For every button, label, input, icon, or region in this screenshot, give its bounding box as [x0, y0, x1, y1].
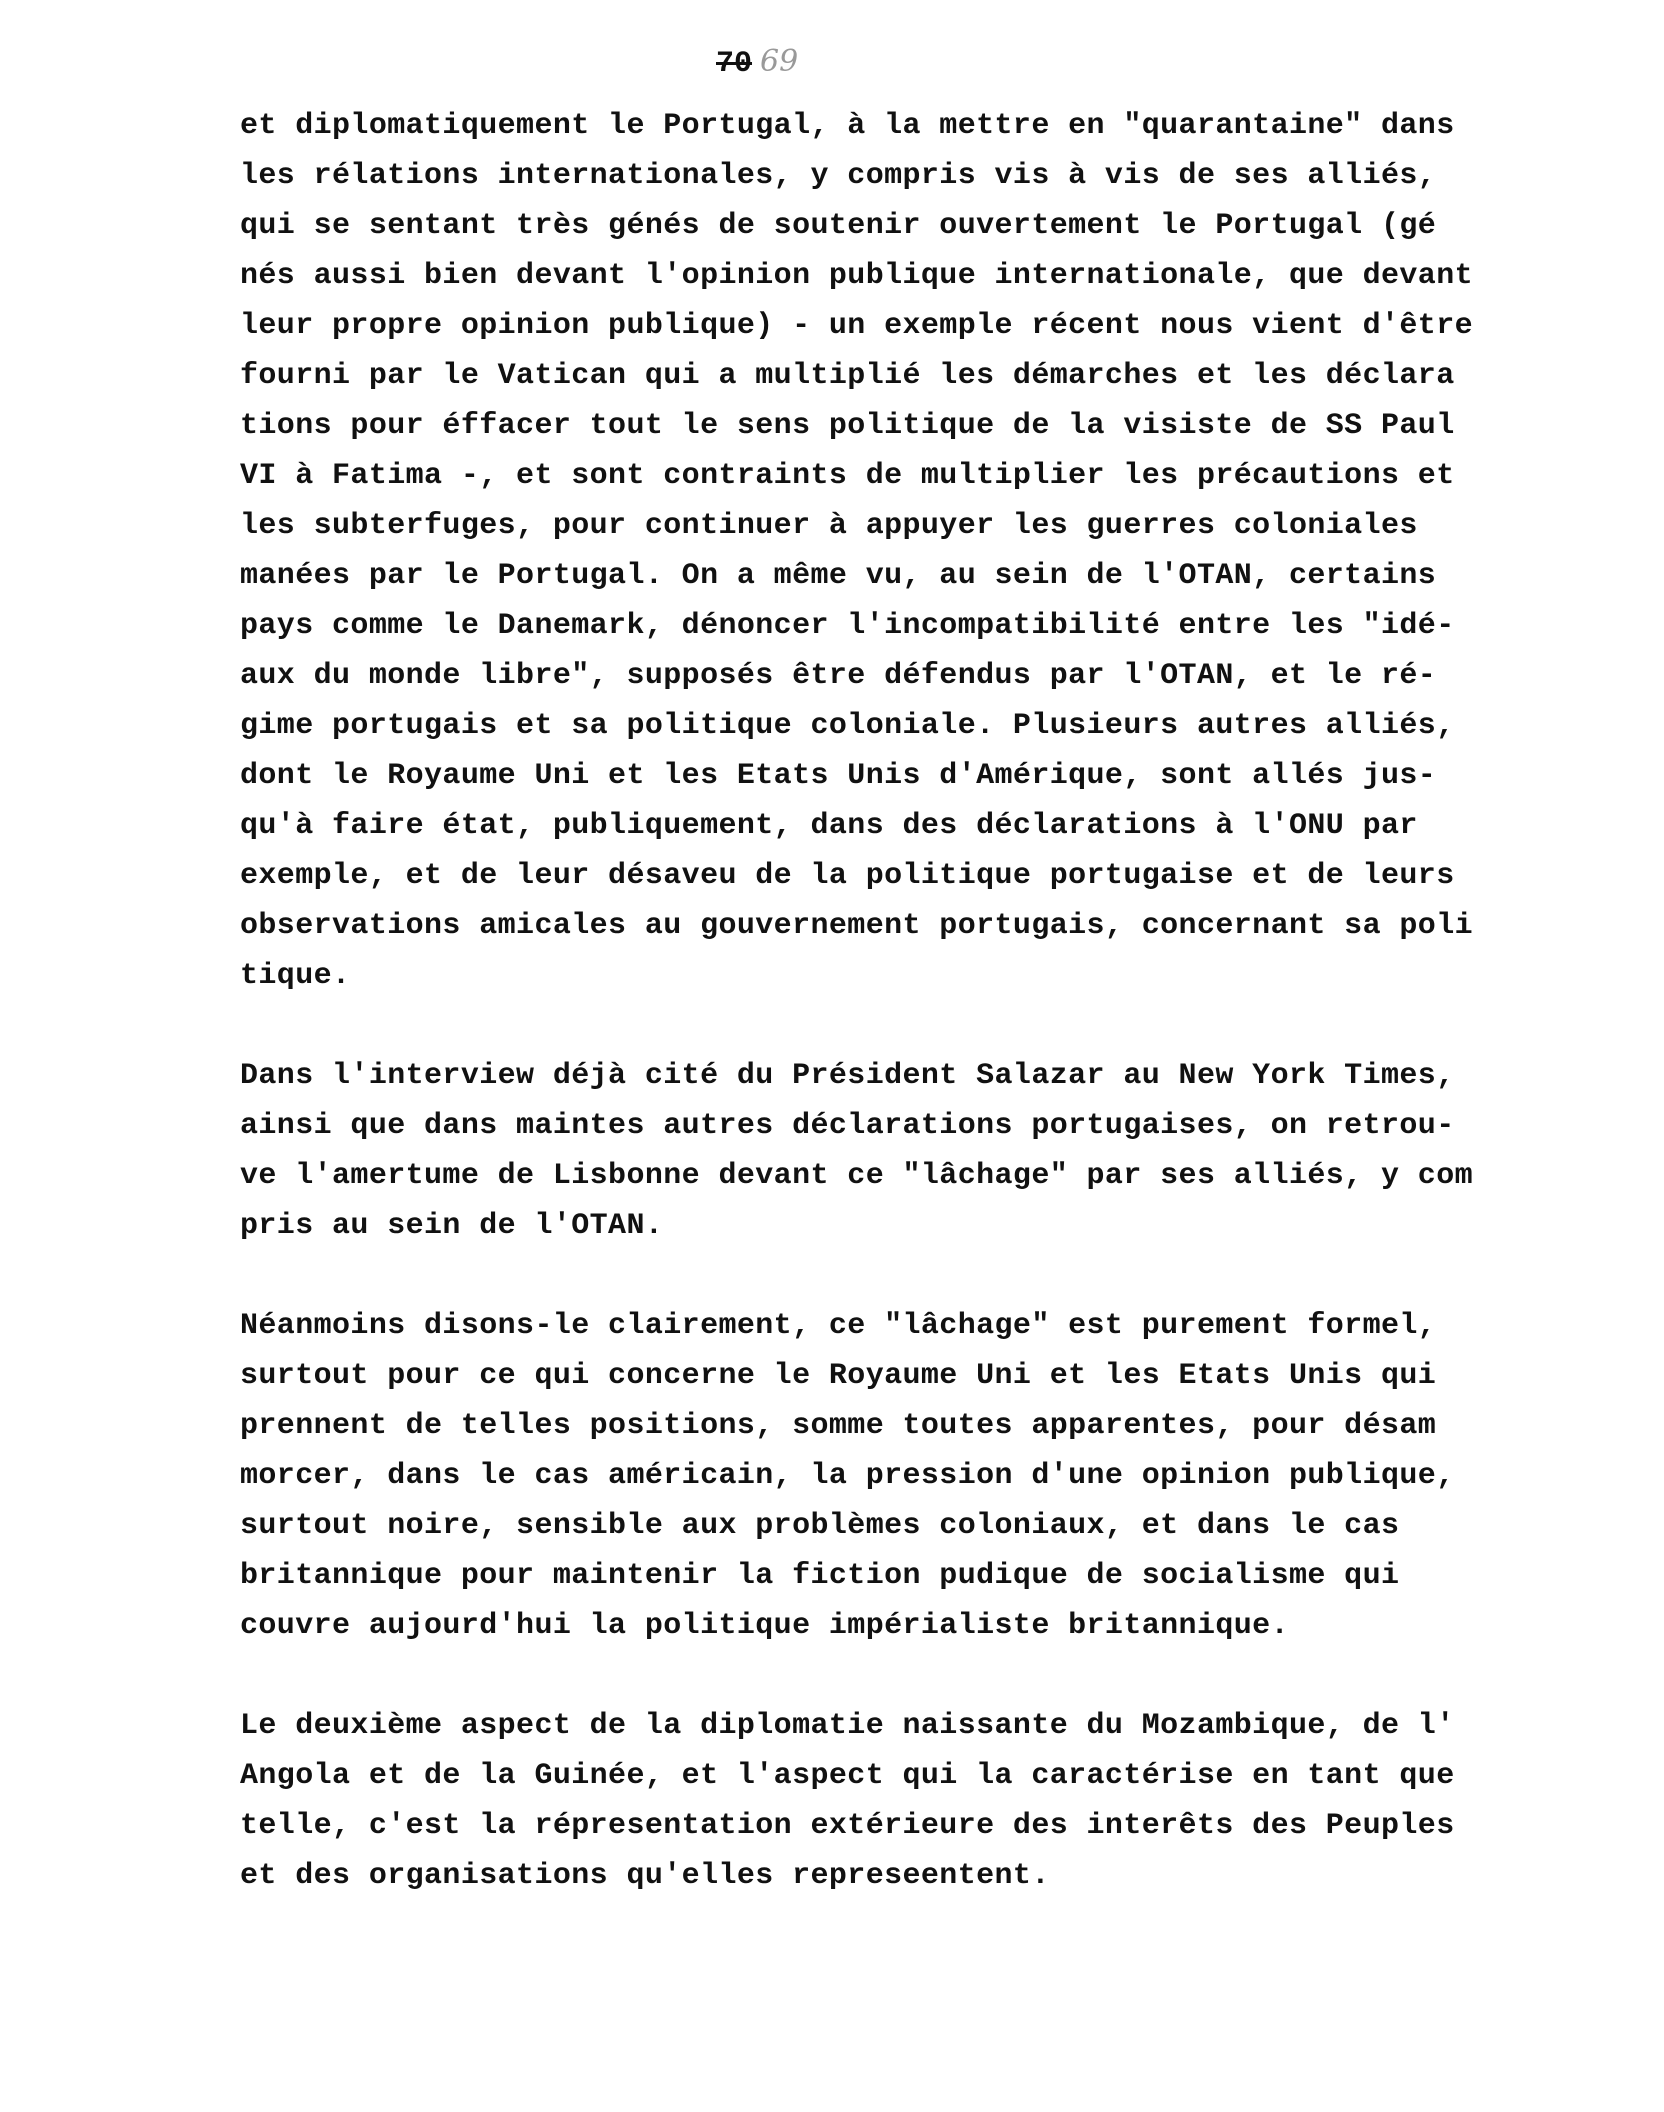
- text-line: fourni par le Vatican qui a multiplié les démarches et les déclara: [240, 359, 1455, 393]
- text-line: VI à Fatima -, et sont contraints de multiplier les précautions et: [240, 459, 1455, 493]
- paragraph: [240, 1051, 1620, 1251]
- text-line: britannique pour maintenir la fiction pudique de socialisme qui: [240, 1559, 1400, 1593]
- text-line: surtout pour ce qui concerne le Royaume Uni et les Etats Unis qui: [240, 1359, 1437, 1393]
- text-line: telle, c'est la répresentation extérieure des interêts des Peuples: [240, 1809, 1455, 1843]
- handwritten-page-number: 69: [760, 44, 799, 79]
- text-line: Le deuxième aspect de la diplomatie naissante du Mozambique, de l': [240, 1709, 1455, 1743]
- text-line: morcer, dans le cas américain, la pression d'une opinion publique,: [240, 1459, 1455, 1493]
- document-body: [240, 101, 1620, 1951]
- paragraph: [240, 1301, 1620, 1651]
- text-line: les rélations internationales, y compris vis à vis de ses alliés,: [240, 159, 1437, 193]
- text-line: Angola et de la Guinée, et l'aspect qui la caractérise en tant que: [240, 1759, 1455, 1793]
- text-line: ainsi que dans maintes autres déclarations portugaises, on retrou-: [240, 1109, 1455, 1143]
- text-line: Dans l'interview déjà cité du Président Salazar au New York Times,: [240, 1059, 1455, 1093]
- text-line: manées par le Portugal. On a même vu, au sein de l'OTAN, certains: [240, 559, 1437, 593]
- text-line: tique.: [240, 959, 351, 993]
- paragraph: [240, 101, 1620, 1001]
- text-line: ve l'amertume de Lisbonne devant ce "lâchage" par ses alliés, y com: [240, 1159, 1473, 1193]
- text-line: prennent de telles positions, somme toutes apparentes, pour désam: [240, 1409, 1437, 1443]
- page-number: [716, 44, 798, 81]
- text-line: gime portugais et sa politique coloniale. Plusieurs autres alliés,: [240, 709, 1455, 743]
- text-line: qu'à faire état, publiquement, dans des déclarations à l'ONU par: [240, 809, 1418, 843]
- text-line: les subterfuges, pour continuer à appuyer les guerres coloniales: [240, 509, 1418, 543]
- text-line: surtout noire, sensible aux problèmes coloniaux, et dans le cas: [240, 1509, 1400, 1543]
- text-line: nés aussi bien devant l'opinion publique internationale, que devant: [240, 259, 1473, 293]
- text-line: leur propre opinion publique) - un exemple récent nous vient d'être: [240, 309, 1473, 343]
- text-line: et diplomatiquement le Portugal, à la mettre en "quarantaine" dans: [240, 109, 1455, 143]
- text-line: pays comme le Danemark, dénoncer l'incompatibilité entre les "idé-: [240, 609, 1455, 643]
- text-line: aux du monde libre", supposés être défendus par l'OTAN, et le ré-: [240, 659, 1437, 693]
- text-line: dont le Royaume Uni et les Etats Unis d'Amérique, sont allés jus-: [240, 759, 1437, 793]
- text-line: et des organisations qu'elles represeentent.: [240, 1859, 1050, 1893]
- text-line: tions pour éffacer tout le sens politique de la visiste de SS Paul: [240, 409, 1455, 443]
- text-line: exemple, et de leur désaveu de la politique portugaise et de leurs: [240, 859, 1455, 893]
- text-line: observations amicales au gouvernement portugais, concernant sa poli: [240, 909, 1473, 943]
- text-line: couvre aujourd'hui la politique impérialiste britannique.: [240, 1609, 1289, 1643]
- text-line: Néanmoins disons-le clairement, ce "lâchage" est purement formel,: [240, 1309, 1437, 1343]
- struck-page-number: 70: [716, 47, 753, 81]
- text-line: qui se sentant très génés de soutenir ouvertement le Portugal (gé: [240, 209, 1437, 243]
- paragraph: [240, 1701, 1620, 1901]
- text-line: pris au sein de l'OTAN.: [240, 1209, 664, 1243]
